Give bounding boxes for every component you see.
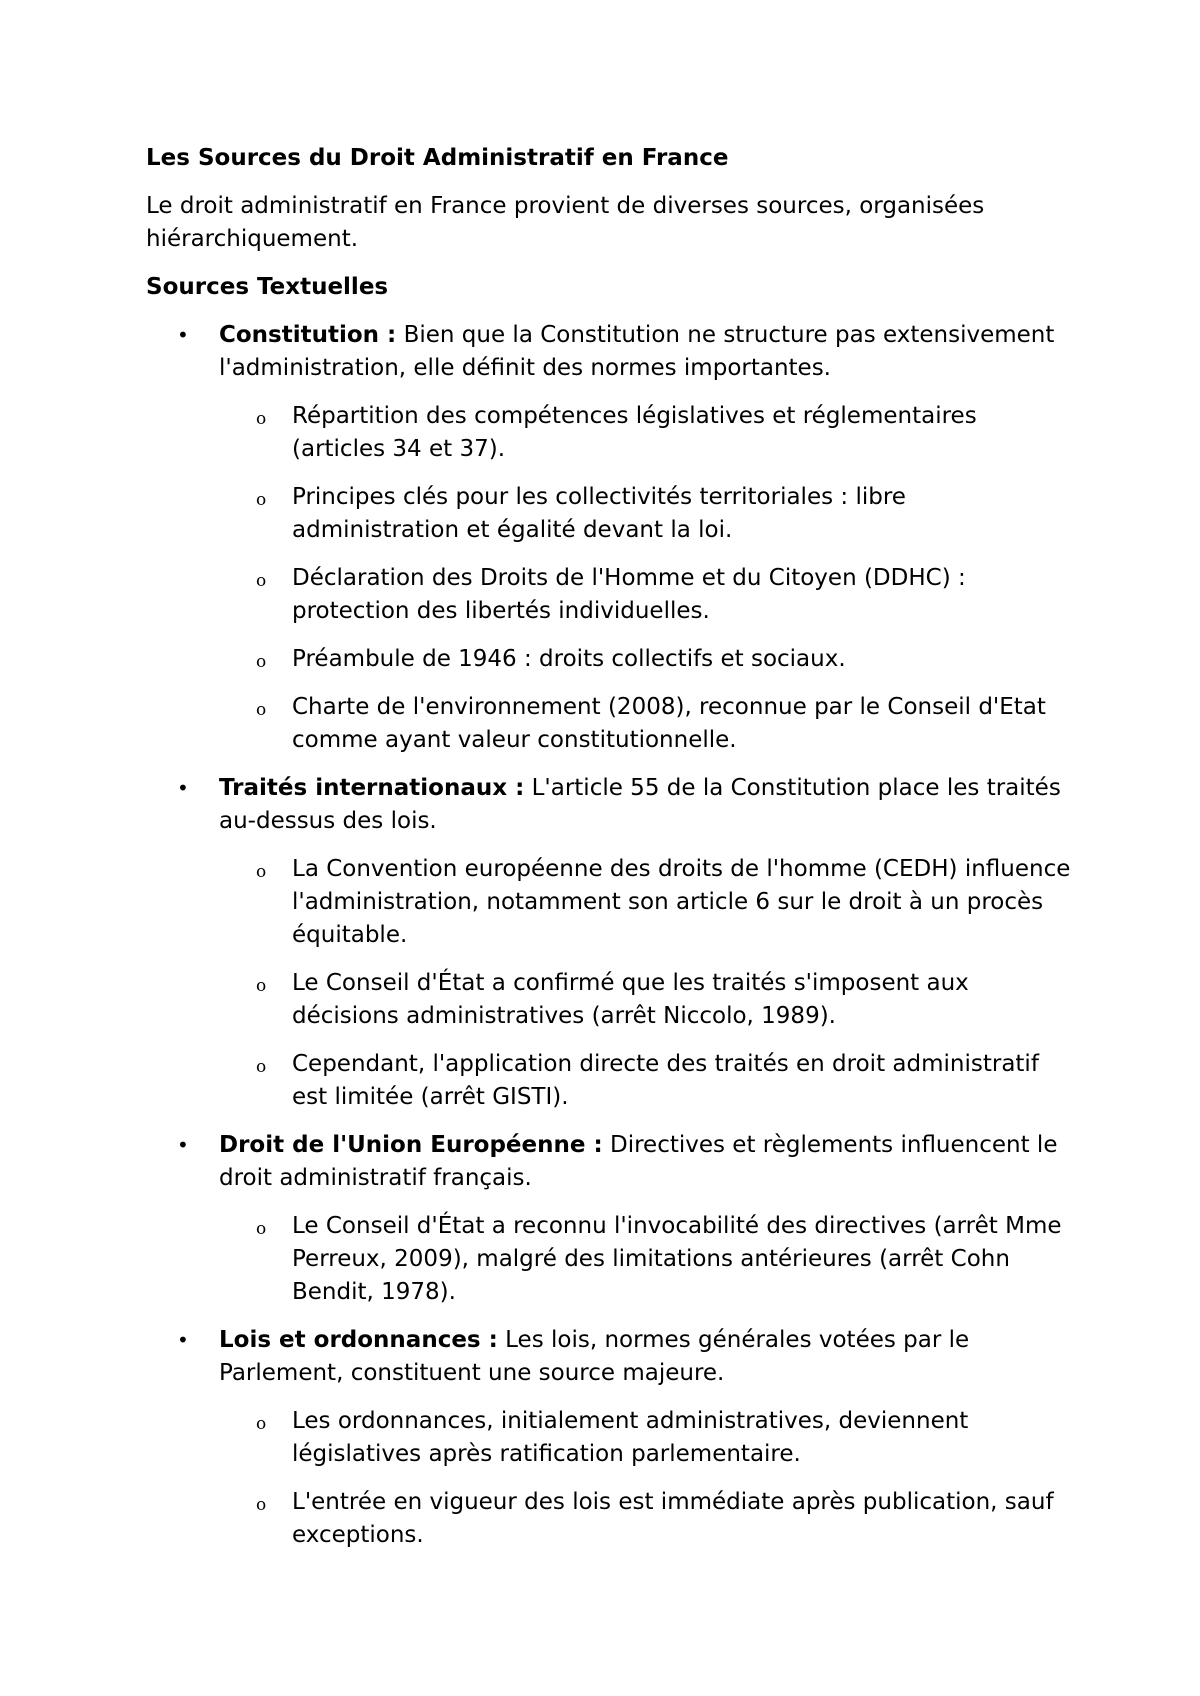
sub-bullet-icon: o xyxy=(256,1495,267,1515)
sub-bullet-icon: o xyxy=(256,1057,267,1077)
list-item-text: Directives et règlements influencent le droit administratif français. xyxy=(219,1132,1058,1191)
sub-item-text: Charte de l'environnement (2008), reconnue par le Conseil d'Etat comme ayant valeur constitutionnelle. xyxy=(292,694,1046,753)
sub-item-text: Préambule de 1946 : droits collectifs et sociaux. xyxy=(292,646,846,672)
list-item-lead: Lois et ordonnances : xyxy=(219,1327,498,1353)
sub-list xyxy=(219,1210,1076,1309)
sub-item-text: La Convention européenne des droits de l'homme (CEDH) influence l'administration, notamment son article 6 sur le droit à un procès équitable. xyxy=(292,856,1071,948)
sub-list xyxy=(219,853,1076,1114)
sub-list-item xyxy=(219,691,1076,757)
sub-item-text: Cependant, l'application directe des traités en droit administratif est limitée (arrêt GISTI). xyxy=(292,1051,1039,1110)
sub-bullet-icon: o xyxy=(256,1414,267,1434)
list-item-lead: Constitution : xyxy=(219,322,397,348)
list-item-constitution xyxy=(146,319,1076,757)
sub-item-text: Déclaration des Droits de l'Homme et du Citoyen (DDHC) : protection des libertés individuelles. xyxy=(292,565,966,624)
section-heading: Sources Textuelles xyxy=(146,274,389,300)
sub-item-text: Les ordonnances, initialement administratives, deviennent législatives après ratification parlementaire. xyxy=(292,1408,969,1467)
list-item-text: L'article 55 de la Constitution place les traités au-dessus des lois. xyxy=(219,775,1061,834)
list-item-lead: Traités internationaux : xyxy=(219,775,525,801)
sub-item-text: Le Conseil d'État a confirmé que les traités s'imposent aux décisions administratives (arrêt Niccolo, 1989). xyxy=(292,970,969,1029)
bullet-icon: • xyxy=(177,1328,189,1352)
bullet-icon: • xyxy=(177,1133,189,1157)
sub-list-item xyxy=(219,643,1076,676)
sub-bullet-icon: o xyxy=(256,862,267,882)
sub-list xyxy=(219,1405,1076,1552)
sub-list-item xyxy=(219,1486,1076,1552)
sub-list-item xyxy=(219,967,1076,1033)
list-item-lois-ordonnances xyxy=(146,1324,1076,1552)
sub-bullet-icon: o xyxy=(256,571,267,591)
sub-bullet-icon: o xyxy=(256,490,267,510)
sub-item-text: Principes clés pour les collectivités territoriales : libre administration et égalité devant la loi. xyxy=(292,484,906,543)
sub-item-text: Le Conseil d'État a reconnu l'invocabilité des directives (arrêt Mme Perreux, 2009), malgré des limitations antérieures (arrêt Cohn Bendit, 1978). xyxy=(292,1213,1062,1305)
list-item-traites xyxy=(146,772,1076,1114)
list-item-text: Bien que la Constitution ne structure pas extensivement l'administration, elle définit des normes importantes. xyxy=(219,322,1055,381)
sub-list-item xyxy=(219,400,1076,466)
bullet-icon: • xyxy=(177,323,189,347)
sub-item-text: Répartition des compétences législatives et réglementaires (articles 34 et 37). xyxy=(292,403,977,462)
sub-bullet-icon: o xyxy=(256,1219,267,1239)
document-page xyxy=(146,142,1076,1567)
sub-list-item xyxy=(219,1048,1076,1114)
sub-bullet-icon: o xyxy=(256,652,267,672)
sub-list-item xyxy=(219,562,1076,628)
sub-bullet-icon: o xyxy=(256,700,267,720)
list-item-lead: Droit de l'Union Européenne : xyxy=(219,1132,603,1158)
sub-list-item xyxy=(219,1405,1076,1471)
sources-list xyxy=(146,319,1076,1552)
bullet-icon: • xyxy=(177,776,189,800)
sub-list xyxy=(219,400,1076,757)
list-item-text: Les lois, normes générales votées par le Parlement, constituent une source majeure. xyxy=(219,1327,970,1386)
list-item-union-europeenne xyxy=(146,1129,1076,1309)
document-title: Les Sources du Droit Administratif en France xyxy=(146,145,729,171)
sub-bullet-icon: o xyxy=(256,976,267,996)
sub-list-item xyxy=(219,481,1076,547)
intro-paragraph: Le droit administratif en France provient de diverses sources, organisées hiérarchiquement. xyxy=(146,193,985,252)
sub-list-item xyxy=(219,853,1076,952)
sub-list-item xyxy=(219,1210,1076,1309)
sub-bullet-icon: o xyxy=(256,409,267,429)
sub-item-text: L'entrée en vigueur des lois est immédiate après publication, sauf exceptions. xyxy=(292,1489,1054,1548)
